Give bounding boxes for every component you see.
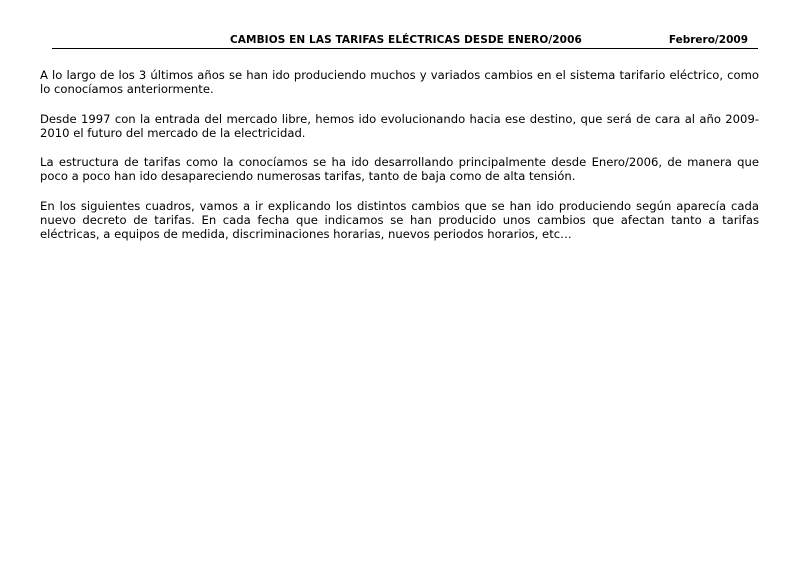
paragraph-estructura-tarifas: La estructura de tarifas como la conocíamos se ha ido desarrollando principalmente desde Enero/2006, de manera que poco a poco han ido desapareciendo numerosas tarifas, tanto de baja como de alta tensión. — [40, 155, 759, 184]
paragraph-cuadros: En los siguientes cuadros, vamos a ir explicando los distintos cambios que se han ido produciendo según aparecía cada nuevo decreto de tarifas. En cada fecha que indicamos se han producido unos cambios que afectan tanto a tarifas eléctricas, a equipos de medida, discriminaciones horarias, nuevos periodos horarios, etc… — [40, 198, 759, 242]
page-header — [52, 34, 758, 49]
paragraph-intro: A lo largo de los 3 últimos años se han ido produciendo muchos y variados cambios en el sistema tarifario eléctrico, como lo conocíamos anteriormente. — [40, 68, 759, 97]
header-title: CAMBIOS EN LAS TARIFAS ELÉCTRICAS DESDE ENERO/2006 — [230, 34, 582, 46]
paragraph-mercado-libre: Desde 1997 con la entrada del mercado libre, hemos ido evolucionando hacia ese destino, que será de cara al año 2009-2010 el futuro del mercado de la electricidad. — [40, 111, 759, 140]
header-date: Febrero/2009 — [668, 34, 748, 46]
document-body — [40, 68, 759, 257]
